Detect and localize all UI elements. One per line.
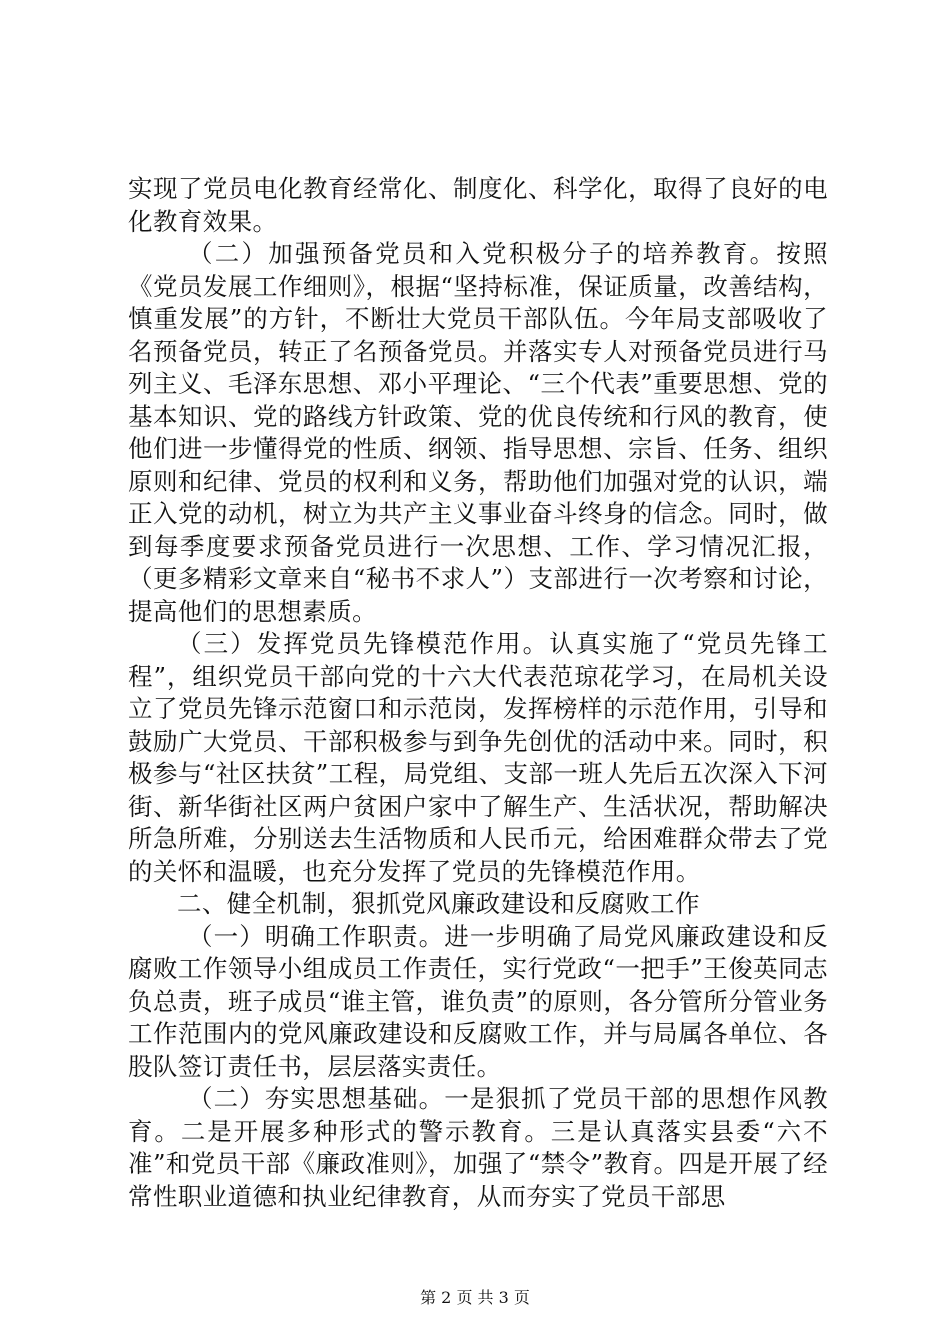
document-body: [128, 173, 828, 1213]
paragraph-work-duties: （一）明确工作职责。进一步明确了局党风廉政建设和反腐败工作领导小组成员工作责任，实行党政“一把手”王俊英同志负总责，班子成员“谁主管，谁负责”的原则，各分管所分管业务工作范围内的党风廉政建设和反腐败工作，并与局属各单位、各股队签订责任书，层层落实责任。: [128, 921, 828, 1081]
paragraph-continuation: 实现了党员电化教育经常化、制度化、科学化，取得了良好的电化教育效果。: [128, 174, 828, 236]
page-footer: 第 2 页 共 3 页: [420, 1288, 530, 1307]
paragraph-probationary-members: （二）加强预备党员和入党积极分子的培养教育。按照《党员发展工作细则》，根据“坚持标准，保证质量，改善结构，慎重发展”的方针，不断壮大党员干部队伍。今年局支部吸收了名预备党员，转正了名预备党员。并落实专人对预备党员进行马列主义、毛泽东思想、邓小平理论、“三个代表”重要思想、党的基本知识、党的路线方针政策、党的优良传统和行风的教育，使他们进一步懂得党的性质、纲领、指导思想、宗旨、任务、组织原则和纪律、党员的权利和义务，帮助他们加强对党的认识，端正入党的动机，树立为共产主义事业奋斗终身的信念。同时，做到每季度要求预备党员进行一次思想、工作、学习情况汇报，（更多精彩文章来自“秘书不求人”）支部进行一次考察和讨论，提高他们的思想素质。: [128, 239, 828, 626]
paragraph-ideological-foundation: （二）夯实思想基础。一是狠抓了党员干部的思想作风教育。二是开展多种形式的警示教育。三是认真落实县委“六不准”和党员干部《廉政准则》，加强了“禁令”教育。四是开展了经常性职业道德和执业纪律教育，从而夯实了党员干部思: [128, 1084, 828, 1211]
section-heading-anti-corruption: 二、健全机制，狠抓党风廉政建设和反腐败工作: [177, 889, 700, 918]
paragraph-vanguard-role: （三）发挥党员先锋模范作用。认真实施了“党员先锋工程”，组织党员干部向党的十六大代表范琼花学习，在局机关设立了党员先锋示范窗口和示范岗，发挥榜样的示范作用，引导和鼓励广大党员、干部积极参与到争先创优的活动中来。同时，积极参与“社区扶贫”工程，局党组、支部一班人先后五次深入下河街、新华街社区两户贫困户家中了解生产、生活状况，帮助解决所急所难，分别送去生活物质和人民币元，给困难群众带去了党的关怀和温暖，也充分发挥了党员的先锋模范作用。: [128, 629, 828, 886]
